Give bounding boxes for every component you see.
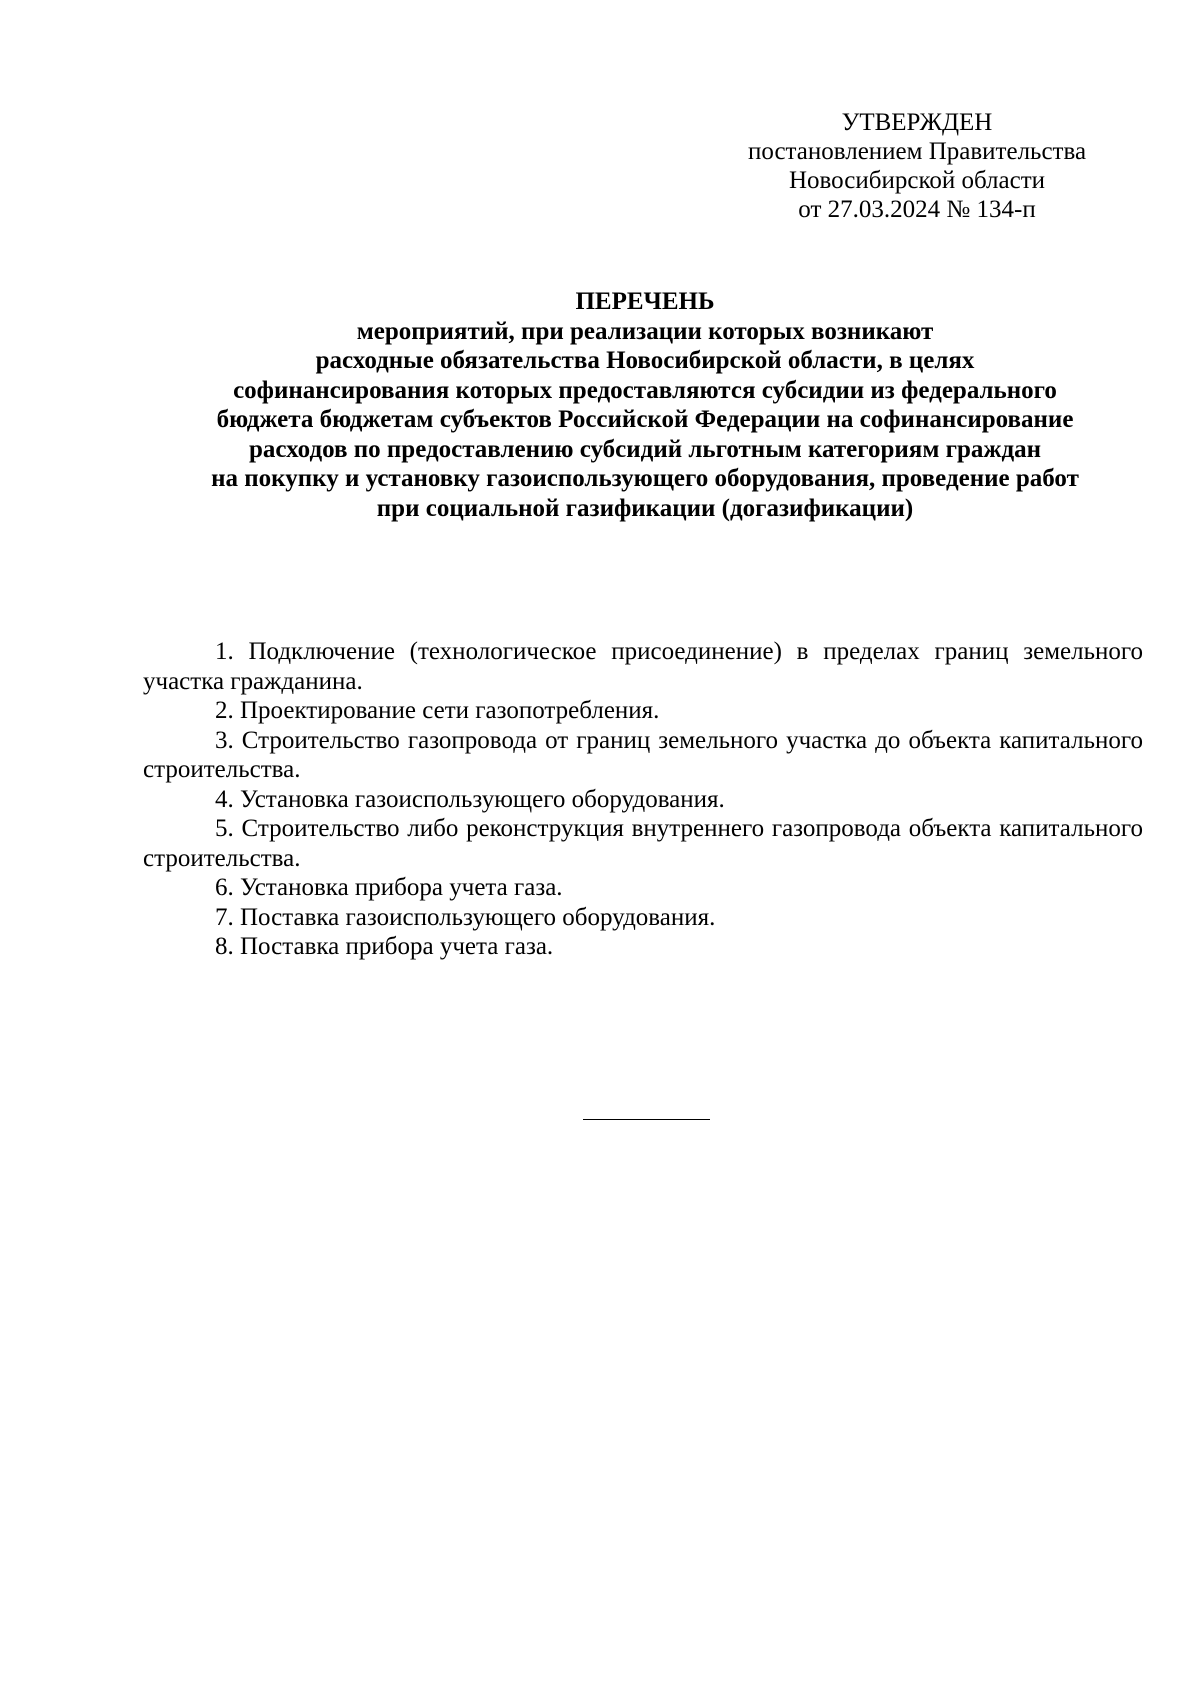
item-text: Строительство либо реконструкция внутреннего газопровода объекта капитального строительства. bbox=[143, 815, 1143, 872]
heading-line: при социальной газификации (догазификации) bbox=[376, 494, 914, 522]
item-text: Установка газоиспользующего оборудования. bbox=[240, 785, 725, 813]
item-number: 2. bbox=[215, 697, 234, 724]
list-item bbox=[143, 873, 1143, 903]
item-number: 5. bbox=[215, 815, 234, 842]
item-number: 4. bbox=[215, 785, 234, 813]
approval-block bbox=[700, 108, 1134, 224]
heading-line: расходов по предоставлению субсидий льготным категориям граждан bbox=[248, 435, 1042, 463]
list-item bbox=[143, 903, 1143, 933]
heading-line: на покупку и установку газоиспользующего оборудования, проведение работ bbox=[211, 465, 1079, 492]
approval-date-number: от 27.03.2024 № 134-п bbox=[798, 196, 1036, 223]
heading-line: софинансирования которых предоставляются субсидии из федерального bbox=[233, 376, 1057, 404]
item-text: Поставка газоиспользующего оборудования. bbox=[240, 903, 716, 931]
end-divider bbox=[583, 1119, 710, 1120]
list-item bbox=[143, 637, 1143, 696]
document-heading bbox=[60, 287, 1200, 523]
document-title: ПЕРЕЧЕНЬ bbox=[575, 288, 715, 315]
approval-title: УТВЕРЖДЕН bbox=[841, 109, 993, 136]
heading-line: мероприятий, при реализации которых возникают bbox=[356, 317, 934, 345]
item-text: Установка прибора учета газа. bbox=[240, 874, 563, 901]
item-text: Поставка прибора учета газа. bbox=[240, 933, 554, 960]
list-item bbox=[143, 814, 1143, 873]
heading-line: бюджета бюджетам субъектов Российской Федерации на софинансирование bbox=[216, 406, 1074, 433]
item-text: Строительство газопровода от границ земельного участка до объекта капитального строительства. bbox=[143, 726, 1143, 783]
item-number: 6. bbox=[215, 874, 234, 901]
list-item bbox=[143, 932, 1143, 962]
heading-line: расходные обязательства Новосибирской области, в целях bbox=[315, 347, 975, 374]
list-item bbox=[143, 726, 1143, 785]
measures-list bbox=[143, 637, 1143, 962]
item-number: 3. bbox=[215, 726, 234, 754]
item-text: Проектирование сети газопотребления. bbox=[240, 697, 660, 724]
item-text: Подключение (технологическое присоединение) в пределах границ земельного участка гражданина. bbox=[143, 638, 1144, 695]
approval-issuer: постановлением Правительства bbox=[747, 138, 1087, 165]
list-item bbox=[143, 785, 1143, 815]
item-number: 1. bbox=[215, 638, 234, 665]
item-number: 7. bbox=[215, 903, 234, 931]
approval-region: Новосибирской области bbox=[788, 167, 1046, 194]
list-item bbox=[143, 696, 1143, 726]
item-number: 8. bbox=[215, 933, 234, 960]
